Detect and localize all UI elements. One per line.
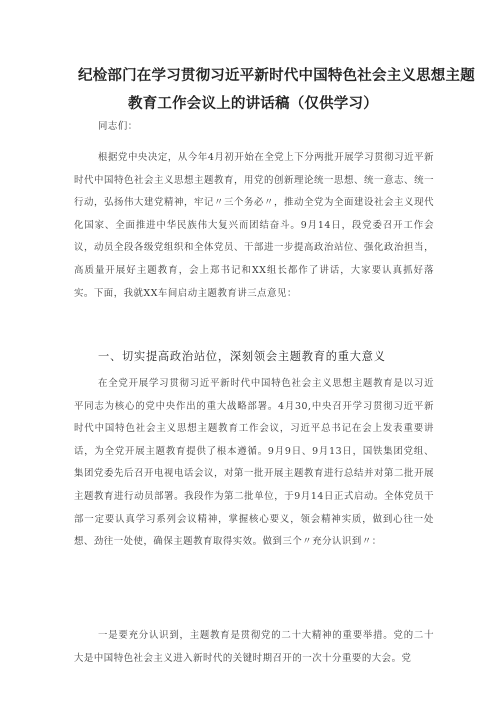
section-heading-1: 一、切实提高政治站位，深刻领会主题教育的重大意义 bbox=[98, 350, 386, 363]
document-title-line-2: 教育工作会议上的讲话稿（仅供学习） bbox=[128, 96, 378, 112]
document-title-line-1: 纪检部门在学习贯彻习近平新时代中国特色社会主义思想主题 bbox=[78, 68, 475, 84]
paragraph-intro: 根据党中央决定，从今年4月初开始在全党上下分两批开展学习贯彻习近平新时代中国特色社会主义思想主题教育，用党的创新理论统一思想、统一意志、统一行动，弘扬伟大建党精神，牢记〃三个务必〃，推动全党为全面建设社会主义现代化国家、全面推进中华民族伟大复兴而团结奋斗。9月14日，段党委召开工作会议，动员全段各级党组织和全体党员、干部进一步提高政治站位、强化政治担当，高质量开展好主题教育，会上郑书记和XX组长都作了讲话，大家要认真抓好落实。下面，我就XX车间启动主题教育讲三点意见： bbox=[74, 152, 434, 299]
salutation: 同志们： bbox=[98, 121, 138, 132]
paragraph-point-1: 一是要充分认识到，主题教育是贯彻党的二十大精神的重要举措。党的二十大是中国特色社会主义进入新时代的关键时期召开的一次十分重要的大会。党 bbox=[74, 630, 434, 664]
paragraph-section-1: 在全党开展学习贯彻习近平新时代中国特色社会主义思想主题教育是以习近平同志为核心的党中央作出的重大战略部署。4月30,中央召开学习贯彻习近平新时代中国特色社会主义思想主题教育工作会议，习近平总书记在会上发表重要讲话，为全党开展主题教育提供了根本遵循。9月9日、9月13日，国铁集团党组、集团党委先后召开电视电话会议，对第一批开展主题教育进行总结并对第二批开展主题教育进行动员部署。我段作为第二批单位，于9月14日正式启动。全体党员干部一定要认真学习系列会议精神，掌握核心要义，领会精神实质，做到心往一处想、劲往一处使，确保主题教育取得实效。做到三个〃充分认识到〃： bbox=[74, 378, 434, 548]
